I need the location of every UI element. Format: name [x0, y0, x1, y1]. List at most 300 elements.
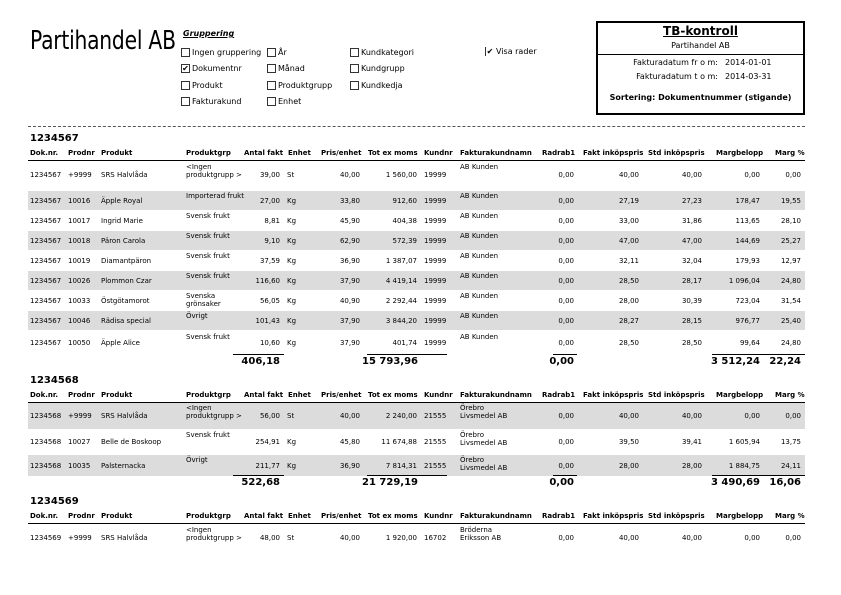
column-header: Radrab1 — [542, 149, 576, 157]
table-cell: 16702 — [424, 534, 447, 542]
table-cell: 27,23 — [681, 197, 702, 205]
table-cell: Palsternacka — [101, 462, 146, 470]
table-cell: Östgötamorot — [101, 297, 150, 305]
table-cell: 21555 — [424, 412, 447, 420]
table-cell: 10,60 — [259, 339, 280, 347]
table-cell: 0,00 — [558, 171, 574, 179]
table-cell: St — [287, 534, 295, 542]
table-cell: 40,00 — [339, 534, 360, 542]
table-cell: 19,55 — [780, 197, 801, 205]
divider — [28, 126, 805, 127]
table-cell: 19999 — [424, 317, 447, 325]
table-cell: 0,00 — [558, 534, 574, 542]
column-header: Std inköpspris — [648, 512, 705, 520]
table-cell: 10026 — [68, 277, 91, 285]
table-cell: SRS Halvlåda — [101, 412, 148, 420]
company-title: Partihandel AB — [30, 26, 176, 56]
total-rule — [233, 354, 284, 355]
table-cell: 62,90 — [339, 237, 360, 245]
table-cell: 40,00 — [681, 412, 702, 420]
table-cell: Kg — [287, 197, 297, 205]
table-cell: AB Kunden — [460, 232, 499, 240]
table-cell: 1 884,75 — [728, 462, 760, 470]
table-cell: Kg — [287, 297, 297, 305]
grouping-option[interactable] — [350, 81, 403, 90]
date-to: Fakturadatum t o m: 2014-03-31 — [636, 72, 772, 81]
grouping-option[interactable] — [267, 48, 287, 57]
table-cell: 37,59 — [259, 257, 280, 265]
table-cell: 28,50 — [618, 277, 639, 285]
column-header: Radrab1 — [542, 391, 576, 399]
table-cell: 1234567 — [30, 297, 62, 305]
total-rule — [367, 475, 447, 476]
table-cell: 40,00 — [339, 171, 360, 179]
table-cell: 0,00 — [785, 412, 801, 420]
table-cell: 0,00 — [558, 317, 574, 325]
table-cell: 0,00 — [785, 171, 801, 179]
table-cell: 45,90 — [339, 217, 360, 225]
table-cell: 19999 — [424, 257, 447, 265]
table-cell: Kg — [287, 462, 297, 470]
table-cell: 24,11 — [780, 462, 801, 470]
table-cell: 1234567 — [30, 277, 62, 285]
table-cell: 99,64 — [739, 339, 760, 347]
checkbox-icon[interactable] — [181, 97, 190, 106]
table-cell: Svensk frukt — [186, 333, 230, 341]
grouping-option-label: Kundgrupp — [361, 64, 405, 73]
table-cell: 572,39 — [392, 237, 417, 245]
table-cell: 40,00 — [681, 534, 702, 542]
table-cell: 0,00 — [558, 462, 574, 470]
column-header: Kundnr — [424, 512, 453, 520]
table-cell: 56,00 — [259, 412, 280, 420]
header-rule — [28, 523, 805, 524]
column-header: Antal fakt — [244, 149, 284, 157]
column-header: Fakturakundnamn — [460, 391, 532, 399]
table-cell: Äpple Royal — [101, 197, 143, 205]
column-header: Tot ex moms — [368, 391, 418, 399]
column-header: Fakt inköpspris — [583, 391, 644, 399]
table-cell: Kg — [287, 339, 297, 347]
table-cell: 47,00 — [681, 237, 702, 245]
table-cell: 144,69 — [735, 237, 760, 245]
table-cell: 178,47 — [735, 197, 760, 205]
table-cell: 404,38 — [392, 217, 417, 225]
table-cell: 24,80 — [780, 277, 801, 285]
checkbox-checked-icon[interactable]: ✔ — [486, 46, 494, 56]
column-header: Pris/enhet — [321, 512, 362, 520]
table-cell: 28,50 — [618, 339, 639, 347]
grouping-option[interactable] — [267, 81, 332, 90]
grouping-title: Gruppering — [183, 29, 235, 38]
grouping-option-label: Ingen gruppering — [192, 48, 262, 57]
table-cell: 9,10 — [264, 237, 280, 245]
table-cell: 28,00 — [618, 297, 639, 305]
table-cell: Ingrid Marie — [101, 217, 143, 225]
table-cell: 2 292,44 — [385, 297, 417, 305]
group-total: 406,18 — [241, 356, 280, 367]
table-cell: 0,00 — [558, 412, 574, 420]
table-cell: 7 814,31 — [385, 462, 417, 470]
table-cell: AB Kunden — [460, 212, 499, 220]
table-cell: Bröderna Eriksson AB — [460, 526, 502, 542]
table-cell: AB Kunden — [460, 192, 499, 200]
grouping-option[interactable] — [485, 47, 537, 56]
table-cell: 10050 — [68, 339, 91, 347]
grouping-option-label: Månad — [278, 64, 305, 73]
table-cell: 1234569 — [30, 534, 62, 542]
table-cell: Svensk frukt — [186, 252, 230, 260]
table-cell: 10017 — [68, 217, 91, 225]
table-cell: 0,00 — [558, 297, 574, 305]
total-rule — [553, 354, 577, 355]
table-cell: Örebro Livsmedel AB — [460, 456, 508, 472]
column-header: Std inköpspris — [648, 391, 705, 399]
table-cell: SRS Halvlåda — [101, 534, 148, 542]
column-header: Fakt inköpspris — [583, 149, 644, 157]
table-cell: 0,00 — [558, 217, 574, 225]
table-cell: Importerad frukt — [186, 192, 244, 200]
column-header: Fakturakundnamn — [460, 512, 532, 520]
group-total: 3 490,69 — [710, 477, 760, 488]
column-header: Tot ex moms — [368, 149, 418, 157]
date-from: Fakturadatum fr o m: 2014-01-01 — [633, 58, 772, 67]
document-number: 1234567 — [30, 133, 79, 144]
table-cell: 11 674,88 — [381, 438, 417, 446]
grouping-option-label: Fakturakund — [192, 97, 242, 106]
table-cell: Övrigt — [186, 456, 208, 464]
table-cell: 10019 — [68, 257, 91, 265]
header-rule — [28, 160, 805, 161]
table-cell: 56,05 — [259, 297, 280, 305]
group-total: 16,06 — [769, 477, 801, 488]
total-rule — [367, 354, 447, 355]
column-header: Dok.nr. — [30, 512, 59, 520]
total-rule — [712, 354, 805, 355]
grouping-option[interactable] — [350, 48, 414, 57]
table-cell: 40,00 — [618, 534, 639, 542]
grouping-option-label: År — [278, 48, 287, 57]
table-cell: 25,40 — [780, 317, 801, 325]
table-cell: 19999 — [424, 277, 447, 285]
table-cell: 0,00 — [558, 277, 574, 285]
table-cell: AB Kunden — [460, 312, 499, 320]
grouping-option[interactable] — [267, 64, 305, 73]
table-cell: 401,74 — [392, 339, 417, 347]
column-header: Produktgrp — [186, 149, 231, 157]
checkbox-icon[interactable] — [350, 48, 359, 57]
table-cell: Belle de Boskoop — [101, 438, 162, 446]
column-header: Marg % — [775, 391, 805, 399]
table-cell: 0,00 — [558, 197, 574, 205]
table-cell: <Ingen produktgrupp > — [186, 163, 242, 179]
report-company: Partihandel AB — [671, 41, 730, 50]
table-cell: 116,60 — [255, 277, 280, 285]
table-cell: AB Kunden — [460, 272, 499, 280]
column-header: Fakturakundnamn — [460, 149, 532, 157]
table-cell: Kg — [287, 257, 297, 265]
table-cell: 179,93 — [735, 257, 760, 265]
table-cell: AB Kunden — [460, 252, 499, 260]
table-cell: 39,41 — [681, 438, 702, 446]
table-cell: 27,00 — [259, 197, 280, 205]
table-cell: 101,43 — [255, 317, 280, 325]
column-header: Prodnr — [68, 149, 95, 157]
group-total: 22,24 — [769, 356, 801, 367]
table-cell: 31,86 — [681, 217, 702, 225]
table-cell: 0,00 — [744, 534, 760, 542]
table-cell: 1234567 — [30, 257, 62, 265]
table-cell: 976,77 — [735, 317, 760, 325]
table-cell: 1 920,00 — [385, 534, 417, 542]
grouping-option[interactable] — [181, 81, 223, 90]
table-cell: 1234568 — [30, 412, 62, 420]
checkbox-checked-icon[interactable]: ✔ — [182, 63, 189, 73]
table-cell: 1 560,00 — [385, 171, 417, 179]
grouping-option[interactable] — [267, 97, 301, 106]
table-cell: +9999 — [68, 534, 92, 542]
table-cell: Plommon Czar — [101, 277, 152, 285]
table-cell: 10016 — [68, 197, 91, 205]
table-cell: 1234567 — [30, 217, 62, 225]
table-cell: St — [287, 412, 295, 420]
checkbox-icon[interactable] — [267, 81, 276, 90]
total-rule — [553, 475, 577, 476]
table-cell: 47,00 — [618, 237, 639, 245]
checkbox-icon[interactable] — [267, 64, 276, 73]
table-cell: Diamantpäron — [101, 257, 152, 265]
table-cell: 37,90 — [339, 277, 360, 285]
table-cell: Svensk frukt — [186, 272, 230, 280]
grouping-option-label: Produkt — [192, 81, 223, 90]
table-cell: 37,90 — [339, 339, 360, 347]
column-header: Produkt — [101, 391, 133, 399]
column-header: Dok.nr. — [30, 391, 59, 399]
column-header: Prodnr — [68, 512, 95, 520]
table-cell: 1234567 — [30, 339, 62, 347]
table-cell: Kg — [287, 438, 297, 446]
column-header: Margbelopp — [716, 391, 764, 399]
table-cell: 0,00 — [558, 237, 574, 245]
table-cell: 32,11 — [618, 257, 639, 265]
table-cell: 113,65 — [735, 217, 760, 225]
column-header: Dok.nr. — [30, 149, 59, 157]
table-cell: 40,00 — [339, 412, 360, 420]
table-cell: 19999 — [424, 171, 447, 179]
column-header: Margbelopp — [716, 512, 764, 520]
column-header: Enhet — [288, 512, 311, 520]
group-total: 0,00 — [549, 356, 574, 367]
column-header: Marg % — [775, 149, 805, 157]
table-cell: 36,90 — [339, 462, 360, 470]
table-cell: 33,80 — [339, 197, 360, 205]
table-cell: 1 605,94 — [728, 438, 760, 446]
table-cell: 10046 — [68, 317, 91, 325]
column-header: Produktgrp — [186, 391, 231, 399]
table-cell: 1 387,07 — [385, 257, 417, 265]
column-header: Fakt inköpspris — [583, 512, 644, 520]
column-header: Enhet — [288, 391, 311, 399]
table-cell: 1 096,04 — [728, 277, 760, 285]
column-header: Produkt — [101, 512, 133, 520]
table-cell: 24,80 — [780, 339, 801, 347]
report-info-box — [596, 21, 805, 115]
table-cell: 1234567 — [30, 317, 62, 325]
table-cell: 28,17 — [681, 277, 702, 285]
table-cell: 21555 — [424, 438, 447, 446]
table-cell: St — [287, 171, 295, 179]
table-cell: 40,90 — [339, 297, 360, 305]
table-cell: 0,00 — [744, 171, 760, 179]
table-cell: SRS Halvlåda — [101, 171, 148, 179]
table-cell: 1234567 — [30, 171, 62, 179]
table-cell: Örebro Livsmedel AB — [460, 431, 508, 447]
group-total: 21 729,19 — [362, 477, 418, 488]
table-cell: 254,91 — [255, 438, 280, 446]
total-rule — [233, 475, 284, 476]
table-cell: 28,27 — [618, 317, 639, 325]
table-cell: <Ingen produktgrupp > — [186, 526, 242, 542]
document-number: 1234568 — [30, 375, 79, 386]
checkbox-icon[interactable] — [350, 81, 359, 90]
checkbox-icon[interactable] — [267, 97, 276, 106]
table-cell: 30,39 — [681, 297, 702, 305]
column-header: Pris/enhet — [321, 149, 362, 157]
table-cell: 723,04 — [735, 297, 760, 305]
column-header: Prodnr — [68, 391, 95, 399]
table-cell: 12,97 — [780, 257, 801, 265]
table-cell: Päron Carola — [101, 237, 146, 245]
grouping-option[interactable] — [181, 48, 261, 57]
table-cell: 28,00 — [618, 462, 639, 470]
table-cell: +9999 — [68, 171, 92, 179]
grouping-option[interactable] — [181, 97, 241, 106]
table-cell: 33,00 — [618, 217, 639, 225]
table-cell: 37,90 — [339, 317, 360, 325]
table-cell: 8,81 — [264, 217, 280, 225]
table-cell: Kg — [287, 237, 297, 245]
table-cell: 13,75 — [780, 438, 801, 446]
table-cell: 0,00 — [558, 257, 574, 265]
grouping-option-label: Produktgrupp — [278, 81, 333, 90]
document-number: 1234569 — [30, 496, 79, 507]
checkbox-icon[interactable] — [181, 81, 190, 90]
group-total: 3 512,24 — [710, 356, 760, 367]
column-header: Tot ex moms — [368, 512, 418, 520]
table-cell: Svenska grönsaker — [186, 292, 221, 308]
column-header: Std inköpspris — [648, 149, 705, 157]
grouping-option-label: Visa rader — [496, 47, 537, 56]
table-cell: 28,10 — [780, 217, 801, 225]
table-cell: AB Kunden — [460, 292, 499, 300]
table-cell: 912,60 — [392, 197, 417, 205]
table-cell: 27,19 — [618, 197, 639, 205]
table-cell: 19999 — [424, 297, 447, 305]
grouping-option-label: Enhet — [278, 97, 302, 106]
table-cell: 21555 — [424, 462, 447, 470]
grouping-option-label: Dokumentnr — [192, 64, 242, 73]
column-header: Kundnr — [424, 149, 453, 157]
table-cell: Svensk frukt — [186, 232, 230, 240]
column-header: Radrab1 — [542, 512, 576, 520]
group-total: 0,00 — [549, 477, 574, 488]
column-header: Kundnr — [424, 391, 453, 399]
group-total: 522,68 — [241, 477, 280, 488]
table-cell: AB Kunden — [460, 333, 499, 341]
table-cell: 40,00 — [681, 171, 702, 179]
column-header: Marg % — [775, 512, 805, 520]
table-cell: 1234567 — [30, 197, 62, 205]
column-header: Pris/enhet — [321, 391, 362, 399]
table-cell: 1234567 — [30, 237, 62, 245]
table-cell: 25,27 — [780, 237, 801, 245]
checkbox-icon[interactable] — [181, 48, 190, 57]
table-cell: 211,77 — [255, 462, 280, 470]
grouping-option-label: Kundkategori — [361, 48, 415, 57]
report-title: TB-kontroll — [663, 24, 738, 38]
table-cell: Rädisa special — [101, 317, 151, 325]
table-cell: <Ingen produktgrupp > — [186, 404, 242, 420]
table-cell: 10033 — [68, 297, 91, 305]
table-cell: 0,00 — [558, 438, 574, 446]
table-cell: 28,15 — [681, 317, 702, 325]
column-header: Enhet — [288, 149, 311, 157]
sort-order: Sortering: Dokumentnummer (stigande) — [609, 93, 792, 102]
table-cell: 36,90 — [339, 257, 360, 265]
column-header: Produktgrp — [186, 512, 231, 520]
table-cell: 0,00 — [558, 339, 574, 347]
table-cell: Örebro Livsmedel AB — [460, 404, 508, 420]
column-header: Antal fakt — [244, 512, 284, 520]
table-cell: 32,04 — [681, 257, 702, 265]
table-cell: 31,54 — [780, 297, 801, 305]
grouping-option[interactable] — [350, 64, 405, 73]
table-cell: 40,00 — [618, 171, 639, 179]
table-cell: Äpple Alice — [101, 339, 140, 347]
table-cell: 19999 — [424, 217, 447, 225]
table-cell: 39,50 — [618, 438, 639, 446]
table-cell: 10027 — [68, 438, 91, 446]
table-cell: Svensk frukt — [186, 431, 230, 439]
column-header: Produkt — [101, 149, 133, 157]
table-cell: 28,00 — [681, 462, 702, 470]
table-cell: 10018 — [68, 237, 91, 245]
table-cell: 0,00 — [744, 412, 760, 420]
column-header: Margbelopp — [716, 149, 764, 157]
table-cell: 48,00 — [259, 534, 280, 542]
table-cell: 19999 — [424, 237, 447, 245]
table-cell: Svensk frukt — [186, 212, 230, 220]
checkbox-icon[interactable] — [350, 64, 359, 73]
table-cell: 0,00 — [785, 534, 801, 542]
table-cell: +9999 — [68, 412, 92, 420]
table-cell: 4 419,14 — [385, 277, 417, 285]
checkbox-icon[interactable] — [267, 48, 276, 57]
table-cell: 1234568 — [30, 438, 62, 446]
table-cell: 39,00 — [259, 171, 280, 179]
table-cell: 3 844,20 — [385, 317, 417, 325]
grouping-option-label: Kundkedja — [361, 81, 403, 90]
table-cell: Kg — [287, 217, 297, 225]
grouping-option[interactable] — [181, 64, 242, 73]
table-cell: Övrigt — [186, 312, 208, 320]
table-cell: 40,00 — [618, 412, 639, 420]
table-cell: 19999 — [424, 339, 447, 347]
table-cell: Kg — [287, 317, 297, 325]
table-cell: 2 240,00 — [385, 412, 417, 420]
table-cell: Kg — [287, 277, 297, 285]
table-cell: 1234568 — [30, 462, 62, 470]
